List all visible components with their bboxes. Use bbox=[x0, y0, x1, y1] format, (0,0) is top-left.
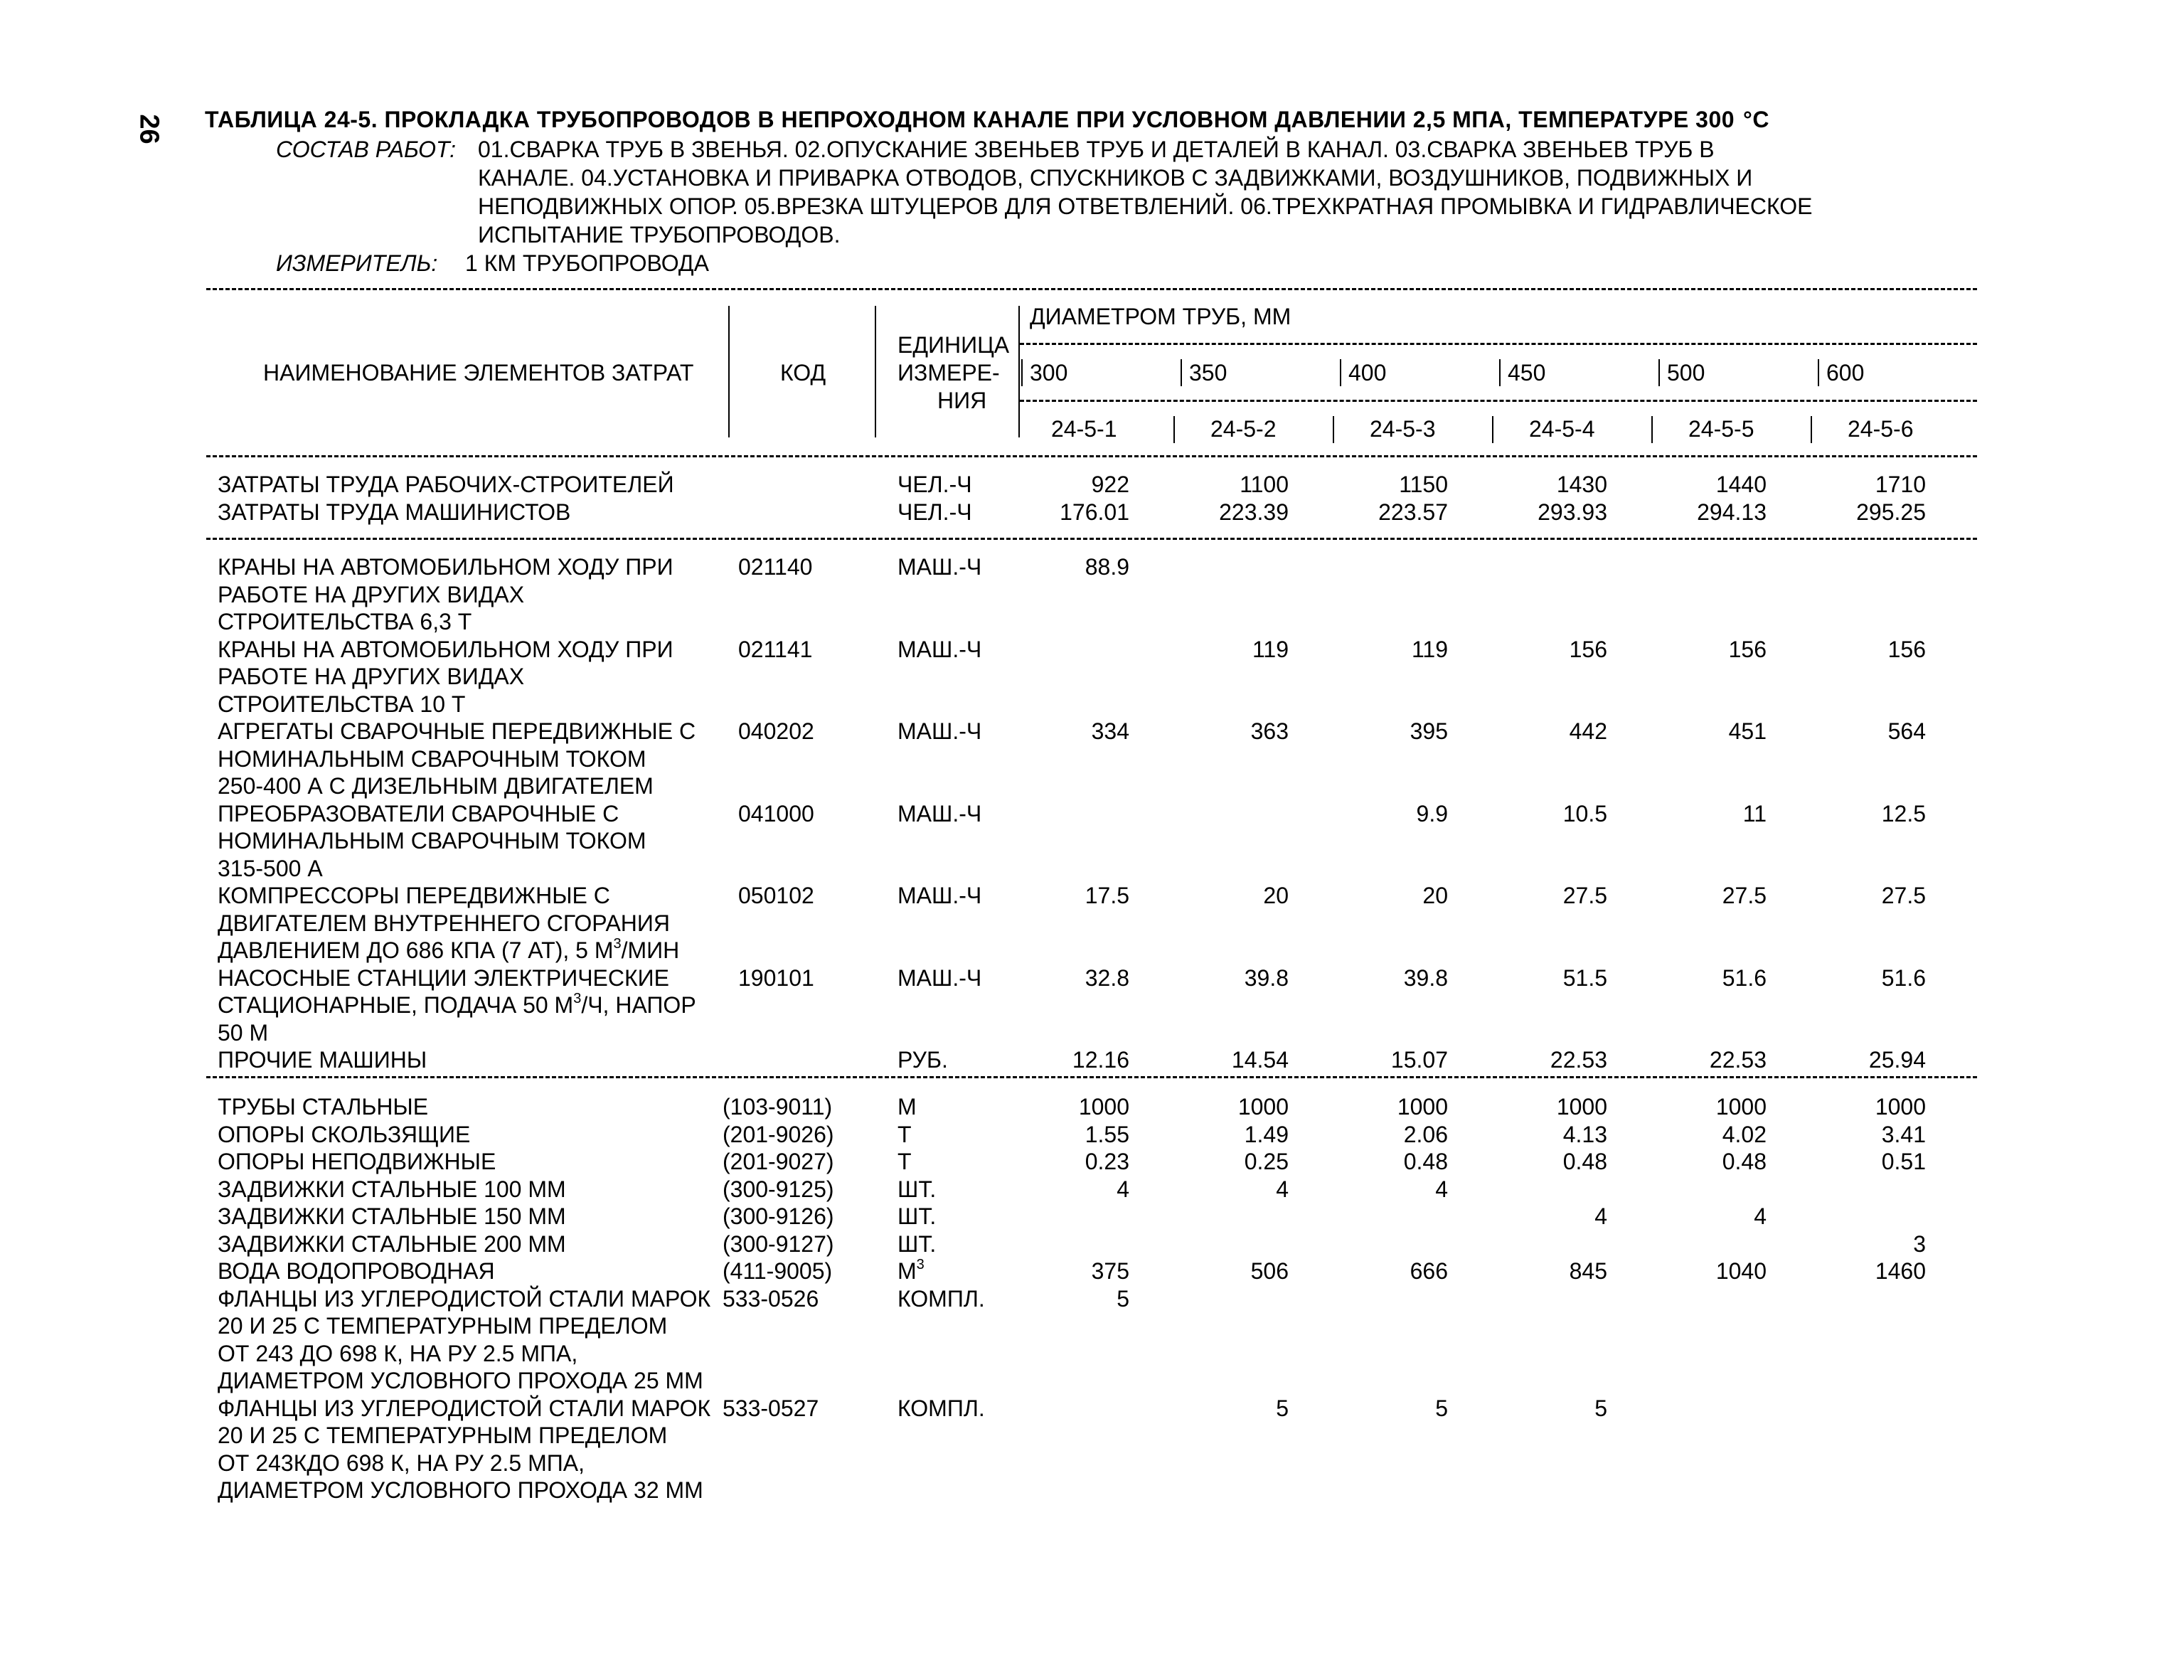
header-unit: ЕДИНИЦА bbox=[897, 332, 1010, 358]
row-unit: ШТ. bbox=[897, 1203, 937, 1229]
section-rule bbox=[206, 1076, 1977, 1078]
row-value: 293.93 bbox=[1538, 499, 1607, 525]
row-name: 250-400 А С ДИЗЕЛЬНЫМ ДВИГАТЕЛЕМ bbox=[218, 773, 654, 799]
row-value: 1000 bbox=[1397, 1094, 1448, 1120]
row-unit: М bbox=[897, 1094, 917, 1120]
row-value: 51.6 bbox=[1722, 964, 1767, 991]
row-unit: КОМПЛ. bbox=[897, 1285, 985, 1312]
row-value: 1000 bbox=[1875, 1094, 1926, 1120]
works-label: СОСТАВ РАБОТ: bbox=[276, 137, 457, 162]
row-unit: МАШ.-Ч bbox=[897, 964, 982, 991]
row-value: 4.13 bbox=[1562, 1121, 1607, 1147]
row-value: 3 bbox=[1913, 1230, 1926, 1257]
row-name: СТРОИТЕЛЬСТВА 10 Т bbox=[218, 691, 466, 717]
row-value: 4 bbox=[1117, 1176, 1129, 1202]
code-divider bbox=[1333, 416, 1334, 443]
row-value: 2.06 bbox=[1403, 1121, 1448, 1147]
row-value: 22.53 bbox=[1709, 1047, 1767, 1073]
row-value: 39.8 bbox=[1244, 964, 1289, 991]
row-value: 25.94 bbox=[1868, 1047, 1926, 1073]
row-unit: Т bbox=[897, 1121, 912, 1147]
row-value: 15.07 bbox=[1390, 1047, 1448, 1073]
row-value: 9.9 bbox=[1416, 800, 1448, 826]
row-value: 0.48 bbox=[1562, 1149, 1607, 1174]
row-value: 51.5 bbox=[1562, 964, 1607, 991]
row-name: ЗАДВИЖКИ СТАЛЬНЫЕ 100 ММ bbox=[218, 1176, 566, 1202]
row-value: 17.5 bbox=[1085, 883, 1129, 908]
row-name: ФЛАНЦЫ ИЗ УГЛЕРОДИСТОЙ СТАЛИ МАРОК bbox=[218, 1285, 711, 1312]
table-title bbox=[205, 107, 1769, 133]
header-bottom-rule bbox=[206, 455, 1977, 457]
row-name: ОПОРЫ НЕПОДВИЖНЫЕ bbox=[218, 1149, 496, 1174]
row-value: 294.13 bbox=[1697, 499, 1767, 525]
row-value: 1440 bbox=[1715, 472, 1767, 497]
diameter-divider bbox=[1021, 359, 1023, 386]
row-value: 5 bbox=[1117, 1285, 1129, 1312]
row-value: 506 bbox=[1250, 1258, 1289, 1284]
header-diameter-value: 600 bbox=[1826, 360, 1865, 386]
row-name: 20 И 25 С ТЕМПЕРАТУРНЫМ ПРЕДЕЛОМ bbox=[218, 1423, 668, 1448]
row-value: 0.51 bbox=[1881, 1149, 1926, 1174]
row-name: ПРОЧИЕ МАШИНЫ bbox=[218, 1047, 427, 1073]
row-name: НОМИНАЛЬНЫМ СВАРОЧНЫМ ТОКОМ bbox=[218, 828, 646, 854]
header-diameter-value: 450 bbox=[1508, 360, 1546, 386]
row-name: ДАВЛЕНИЕМ ДО 686 КПА (7 АТ), 5 $М^3$/МИН bbox=[218, 936, 680, 963]
row-value: 5 bbox=[1435, 1395, 1448, 1421]
row-unit: МАШ.-Ч bbox=[897, 636, 982, 662]
row-value: 1040 bbox=[1715, 1258, 1767, 1284]
row-value: 10.5 bbox=[1562, 800, 1607, 826]
diameter-divider bbox=[1499, 359, 1501, 386]
row-value: 32.8 bbox=[1085, 964, 1129, 991]
row-name: ДВИГАТЕЛЕМ ВНУТРЕННЕГО СГОРАНИЯ bbox=[218, 910, 671, 936]
row-value: 363 bbox=[1250, 718, 1289, 744]
row-value: 51.6 bbox=[1881, 964, 1926, 991]
row-name: 20 И 25 С ТЕМПЕРАТУРНЫМ ПРЕДЕЛОМ bbox=[218, 1313, 668, 1339]
row-value: 156 bbox=[1569, 636, 1607, 662]
row-code: (300-9126) bbox=[723, 1203, 834, 1229]
row-unit: Т bbox=[897, 1149, 912, 1174]
row-value: 4.02 bbox=[1722, 1121, 1767, 1147]
row-code: 533-0526 bbox=[723, 1285, 819, 1312]
row-value: 4 bbox=[1276, 1176, 1289, 1202]
row-value: 922 bbox=[1091, 472, 1129, 497]
row-name: ТРУБЫ СТАЛЬНЫЕ bbox=[218, 1094, 429, 1120]
row-value: 666 bbox=[1410, 1258, 1448, 1284]
row-name: СТАЦИОНАРНЫЕ, ПОДАЧА 50 $М^3/Ч$, НАПОР bbox=[218, 991, 696, 1018]
row-name: РАБОТЕ НА ДРУГИХ ВИДАХ bbox=[218, 581, 525, 607]
header-code-value: 24-5-6 bbox=[1848, 416, 1914, 442]
row-unit: МАШ.-Ч bbox=[897, 883, 982, 908]
row-name: НОМИНАЛЬНЫМ СВАРОЧНЫМ ТОКОМ bbox=[218, 745, 646, 772]
row-value: 1430 bbox=[1556, 472, 1607, 497]
measure-label: ИЗМЕРИТЕЛЬ: bbox=[276, 250, 438, 276]
works-line: НЕПОДВИЖНЫХ ОПОР. 05.ВРЕЗКА ШТУЦЕРОВ ДЛЯ ОТВЕТВЛЕНИЙ. 06.ТРЕХКРАТНАЯ ПРОМЫВКА И ГИДРАВЛИЧЕСКОЕ bbox=[478, 193, 1813, 219]
row-unit: ЧЕЛ.-Ч bbox=[897, 472, 972, 497]
page-number: 26 bbox=[134, 114, 164, 144]
row-name: НАСОСНЫЕ СТАНЦИИ ЭЛЕКТРИЧЕСКИЕ bbox=[218, 964, 669, 991]
row-value: 1150 bbox=[1399, 472, 1448, 497]
row-value: 845 bbox=[1569, 1258, 1607, 1284]
header-divider bbox=[875, 306, 876, 437]
row-value: 334 bbox=[1091, 718, 1129, 744]
row-value: 1000 bbox=[1556, 1094, 1607, 1120]
row-name: ПРЕОБРАЗОВАТЕЛИ СВАРОЧНЫЕ С bbox=[218, 800, 619, 826]
row-name: ДИАМЕТРОМ УСЛОВНОГО ПРОХОДА 32 ММ bbox=[218, 1477, 703, 1503]
header-code-value: 24-5-5 bbox=[1688, 416, 1754, 442]
diameter-divider bbox=[1658, 359, 1660, 386]
row-value: 223.39 bbox=[1219, 499, 1289, 525]
diameter-divider bbox=[1818, 359, 1819, 386]
header-rule bbox=[1020, 343, 1977, 345]
row-code: 021141 bbox=[738, 636, 813, 662]
row-value: 0.48 bbox=[1403, 1149, 1448, 1174]
row-value: 20 bbox=[1263, 883, 1289, 908]
row-value: 156 bbox=[1887, 636, 1926, 662]
table-title-unit: °C bbox=[1743, 107, 1769, 132]
header-code: КОД bbox=[780, 360, 826, 386]
row-unit: ШТ. bbox=[897, 1176, 937, 1202]
row-value: 27.5 bbox=[1722, 883, 1767, 908]
row-name: ЗАДВИЖКИ СТАЛЬНЫЕ 150 ММ bbox=[218, 1203, 566, 1229]
row-name: ЗАТРАТЫ ТРУДА РАБОЧИХ-СТРОИТЕЛЕЙ bbox=[218, 472, 674, 497]
row-value: 119 bbox=[1411, 636, 1448, 662]
header-diameter-value: 350 bbox=[1189, 360, 1227, 386]
code-divider bbox=[1811, 416, 1812, 443]
measure-value: 1 КМ ТРУБОПРОВОДА bbox=[465, 250, 709, 276]
row-unit: РУБ. bbox=[897, 1047, 948, 1073]
row-value: 27.5 bbox=[1562, 883, 1607, 908]
header-code-value: 24-5-3 bbox=[1370, 416, 1436, 442]
row-value: 223.57 bbox=[1378, 499, 1448, 525]
works-line: 01.СВАРКА ТРУБ В ЗВЕНЬЯ. 02.ОПУСКАНИЕ ЗВЕНЬЕВ ТРУБ И ДЕТАЛЕЙ В КАНАЛ. 03.СВАРКА ЗВЕНЬЕВ ТРУБ В bbox=[478, 137, 1715, 162]
diameter-divider bbox=[1181, 359, 1182, 386]
row-value: 11 bbox=[1742, 800, 1767, 826]
row-value: 88.9 bbox=[1085, 554, 1129, 580]
diameter-divider bbox=[1340, 359, 1341, 386]
row-name: ФЛАНЦЫ ИЗ УГЛЕРОДИСТОЙ СТАЛИ МАРОК bbox=[218, 1395, 711, 1421]
header-code-value: 24-5-4 bbox=[1529, 416, 1595, 442]
row-value: 39.8 bbox=[1403, 964, 1448, 991]
row-value: 295.25 bbox=[1856, 499, 1926, 525]
row-value: 1460 bbox=[1875, 1258, 1926, 1284]
row-value: 0.23 bbox=[1085, 1149, 1129, 1174]
row-name: ЗАДВИЖКИ СТАЛЬНЫЕ 200 ММ bbox=[218, 1230, 566, 1257]
row-name: ОТ 243 ДО 698 К, НА РУ 2.5 МПА, bbox=[218, 1340, 578, 1366]
row-name: СТРОИТЕЛЬСТВА 6,3 Т bbox=[218, 609, 472, 634]
row-code: (300-9125) bbox=[723, 1176, 834, 1202]
row-value: 176.01 bbox=[1060, 499, 1129, 525]
row-name: КРАНЫ НА АВТОМОБИЛЬНОМ ХОДУ ПРИ bbox=[218, 554, 673, 580]
row-code: (201-9026) bbox=[723, 1121, 834, 1147]
row-value: 564 bbox=[1887, 718, 1926, 744]
row-name: ОПОРЫ СКОЛЬЗЯЩИЕ bbox=[218, 1121, 471, 1147]
row-unit: МАШ.-Ч bbox=[897, 554, 982, 580]
header-diameter-value: 500 bbox=[1667, 360, 1705, 386]
row-value: 1000 bbox=[1237, 1094, 1289, 1120]
row-value: 442 bbox=[1569, 718, 1607, 744]
row-unit: КОМПЛ. bbox=[897, 1395, 985, 1421]
row-unit: ШТ. bbox=[897, 1230, 937, 1257]
row-code: (411-9005) bbox=[723, 1258, 833, 1284]
header-diameter: ДИАМЕТРОМ ТРУБ, ММ bbox=[1030, 304, 1291, 329]
row-value: 5 bbox=[1276, 1395, 1289, 1421]
row-code: 041000 bbox=[738, 800, 814, 826]
row-unit: МАШ.-Ч bbox=[897, 800, 982, 826]
row-name: РАБОТЕ НА ДРУГИХ ВИДАХ bbox=[218, 664, 525, 689]
row-value: 1.55 bbox=[1085, 1121, 1129, 1147]
row-value: 4 bbox=[1594, 1203, 1607, 1229]
row-unit: МАШ.-Ч bbox=[897, 718, 982, 744]
row-name: 315-500 А bbox=[218, 855, 323, 881]
table-top-rule bbox=[206, 288, 1977, 290]
header-code-value: 24-5-1 bbox=[1051, 416, 1117, 442]
row-value: 1710 bbox=[1875, 472, 1926, 497]
row-value: 12.16 bbox=[1072, 1047, 1129, 1073]
row-value: 1000 bbox=[1078, 1094, 1129, 1120]
row-value: 119 bbox=[1252, 636, 1289, 662]
code-divider bbox=[1492, 416, 1493, 443]
row-value: 395 bbox=[1410, 718, 1448, 744]
section-rule bbox=[206, 538, 1977, 540]
row-value: 22.53 bbox=[1550, 1047, 1607, 1073]
row-code: 050102 bbox=[738, 883, 814, 908]
header-unit: НИЯ bbox=[937, 388, 987, 413]
code-divider bbox=[1651, 416, 1653, 443]
row-value: 27.5 bbox=[1881, 883, 1926, 908]
row-value: 5 bbox=[1594, 1395, 1607, 1421]
row-code: 190101 bbox=[738, 964, 814, 991]
row-value: 4 bbox=[1754, 1203, 1767, 1229]
row-value: 20 bbox=[1422, 883, 1448, 908]
row-name: КРАНЫ НА АВТОМОБИЛЬНОМ ХОДУ ПРИ bbox=[218, 636, 673, 662]
row-code: 533-0527 bbox=[723, 1395, 819, 1421]
row-code: 021140 bbox=[738, 554, 813, 580]
row-value: 4 bbox=[1435, 1176, 1448, 1202]
row-unit: ЧЕЛ.-Ч bbox=[897, 499, 972, 525]
row-unit: $М^3$ bbox=[897, 1257, 925, 1284]
row-value: 1000 bbox=[1715, 1094, 1767, 1120]
header-divider bbox=[1018, 306, 1020, 437]
row-name: ОТ 243КДО 698 К, НА РУ 2.5 МПА, bbox=[218, 1450, 585, 1476]
row-name: ВОДА ВОДОПРОВОДНАЯ bbox=[218, 1258, 495, 1284]
works-line: ИСПЫТАНИЕ ТРУБОПРОВОДОВ. bbox=[478, 222, 841, 248]
header-diameter-value: 400 bbox=[1348, 360, 1387, 386]
row-value: 0.25 bbox=[1244, 1149, 1289, 1174]
table-title-text: ТАБЛИЦА 24-5. ПРОКЛАДКА ТРУБОПРОВОДОВ В НЕПРОХОДНОМ КАНАЛЕ ПРИ УСЛОВНОМ ДАВЛЕНИИ 2,5 МПА, ТЕМПЕРАТУРЕ 300 bbox=[205, 107, 1735, 132]
row-value: 12.5 bbox=[1881, 800, 1926, 826]
row-value: 156 bbox=[1728, 636, 1767, 662]
row-code: (201-9027) bbox=[723, 1149, 834, 1174]
row-value: 14.54 bbox=[1231, 1047, 1289, 1073]
row-value: 1.49 bbox=[1244, 1121, 1289, 1147]
header-name: НАИМЕНОВАНИЕ ЭЛЕМЕНТОВ ЗАТРАТ bbox=[263, 360, 694, 386]
row-name: ДИАМЕТРОМ УСЛОВНОГО ПРОХОДА 25 ММ bbox=[218, 1368, 703, 1393]
row-value: 375 bbox=[1091, 1258, 1129, 1284]
row-name: ЗАТРАТЫ ТРУДА МАШИНИСТОВ bbox=[218, 499, 571, 525]
row-name: 50 М bbox=[218, 1019, 269, 1046]
header-rule bbox=[1020, 400, 1977, 402]
header-diameter-value: 300 bbox=[1030, 360, 1068, 386]
header-code-value: 24-5-2 bbox=[1210, 416, 1277, 442]
row-code: (300-9127) bbox=[723, 1230, 834, 1257]
row-value: 3.41 bbox=[1881, 1121, 1926, 1147]
header-unit: ИЗМЕРЕ- bbox=[897, 360, 1000, 386]
row-code: (103-9011) bbox=[723, 1094, 833, 1120]
row-value: 1100 bbox=[1240, 472, 1289, 497]
row-value: 0.48 bbox=[1722, 1149, 1767, 1174]
row-name: КОМПРЕССОРЫ ПЕРЕДВИЖНЫЕ С bbox=[218, 883, 610, 908]
row-value: 451 bbox=[1728, 718, 1767, 744]
header-divider bbox=[728, 306, 730, 437]
row-name: АГРЕГАТЫ СВАРОЧНЫЕ ПЕРЕДВИЖНЫЕ С bbox=[218, 718, 696, 744]
row-code: 040202 bbox=[738, 718, 814, 744]
code-divider bbox=[1173, 416, 1175, 443]
works-line: КАНАЛЕ. 04.УСТАНОВКА И ПРИВАРКА ОТВОДОВ, СПУСКНИКОВ С ЗАДВИЖКАМИ, ВОЗДУШНИКОВ, ПОДВИЖНЫХ И bbox=[478, 165, 1753, 191]
